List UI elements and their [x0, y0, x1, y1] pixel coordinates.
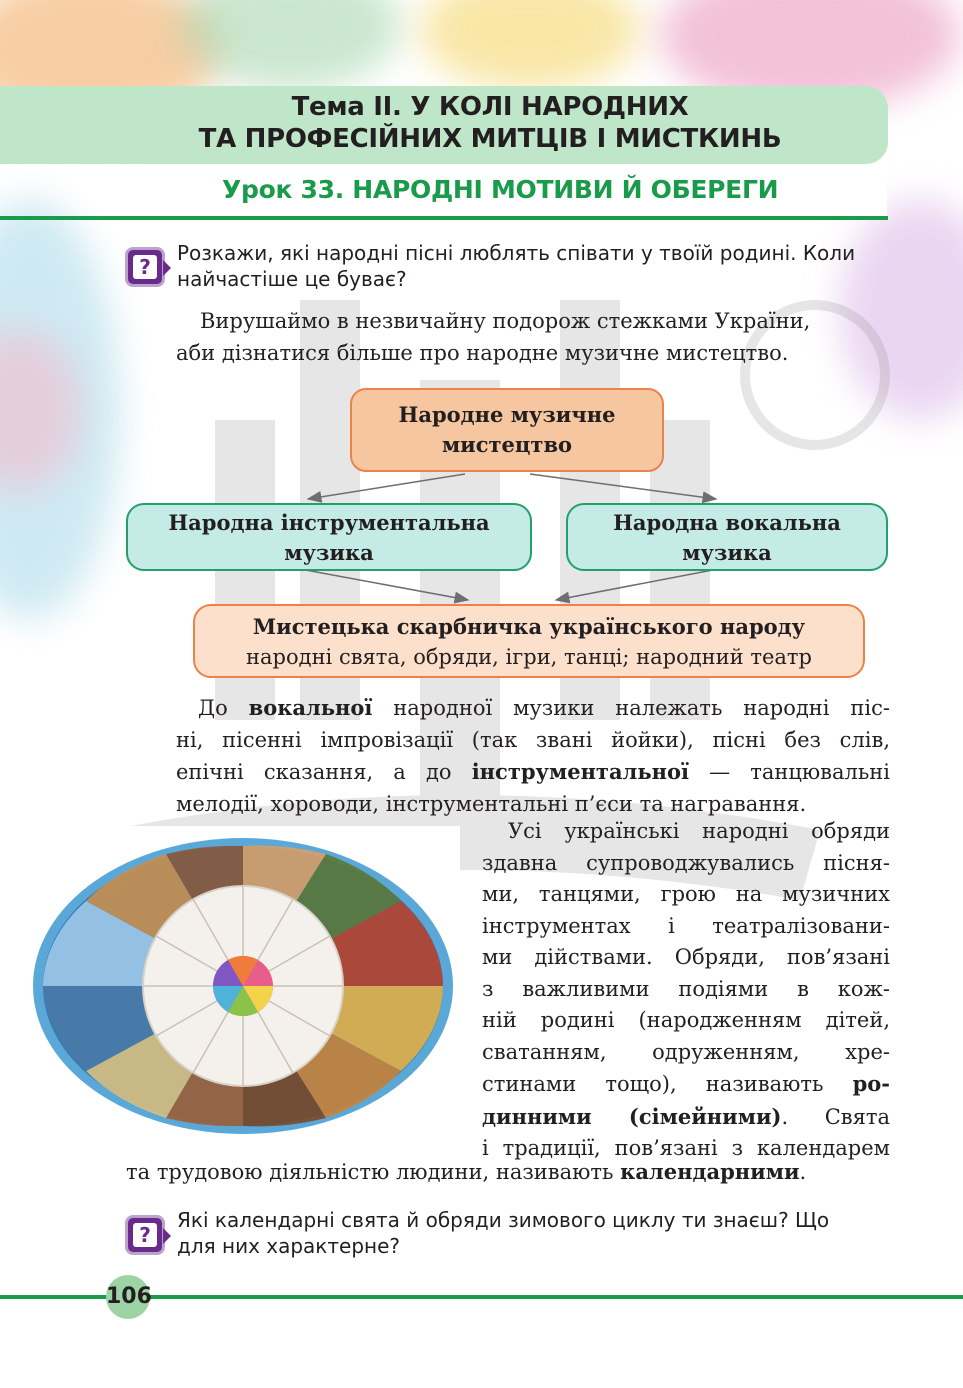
paragraph-vocal-instrumental	[176, 692, 890, 820]
page-number: 106	[106, 1275, 150, 1319]
node-label: музика	[284, 540, 374, 565]
arrow-left-to-bottom	[300, 569, 468, 600]
paragraph-line: динними (сімейними). Свята	[482, 1103, 890, 1129]
paragraph-line: ні, пісенні імпровізації (так звані йойки), пісні без слів,	[176, 727, 890, 752]
paragraph-line: До вокальної народної музики належать народні піс-	[198, 695, 890, 720]
diagram-node-top	[350, 388, 664, 472]
question-mark-icon: ?	[125, 1215, 165, 1255]
paragraph-line: ми дійствами. Обряди, пов’язані	[482, 945, 890, 969]
paragraph-line: ми, танцями, грою на музичних	[482, 882, 890, 906]
paragraph-line: з важливими подіями в кож-	[482, 976, 890, 1001]
diagram-node-left	[126, 503, 532, 571]
paragraph-line: аби дізнатися більше про народне музичне мистецтво.	[176, 340, 789, 365]
paragraph-line: здавна супроводжувались пісня-	[482, 850, 890, 875]
paragraph-rituals	[482, 816, 890, 1165]
paragraph-line: Усі українські народні обряди	[508, 819, 890, 843]
paragraph-line: ній родині (народженням дітей,	[482, 1008, 890, 1032]
paragraph-rituals-last-line	[126, 1156, 890, 1189]
topic-title-line2: ТА ПРОФЕСІЙНИХ МИТЦІВ І МИСТКИНЬ	[198, 124, 782, 154]
diagram-node-right	[566, 503, 888, 571]
question-mark-icon: ?	[125, 247, 165, 287]
node-label: Народна вокальна	[613, 510, 841, 535]
topic-title-line1: Тема ІІ. У КОЛІ НАРОДНИХ	[291, 92, 689, 122]
paragraph-line: та трудовою діяльністю людини, називають календарними.	[126, 1159, 807, 1184]
node-label: музика	[682, 540, 772, 565]
question-line: Розкажи, які народні пісні люблять співати у твоїй родині. Коли	[177, 241, 856, 265]
node-label: Мистецька скарбничка українського народу	[252, 614, 806, 639]
paragraph-line: інструментах і театралізовани-	[482, 913, 890, 938]
arrow-top-to-right	[530, 474, 716, 499]
paragraph-line: стинами тощо), називають ро-	[482, 1071, 890, 1096]
arrow-top-to-left	[308, 474, 465, 499]
node-sublabel: народні свята, обряди, ігри, танці; народний театр	[246, 645, 812, 669]
paragraph-line: Вирушаймо в незвичайну подорож стежками України,	[200, 309, 811, 333]
paragraph-line: епічні сказання, а до інструментальної — танцювальні	[176, 759, 890, 784]
arrow-right-to-bottom	[556, 569, 718, 600]
node-label: Народне музичне	[398, 402, 616, 427]
question-line: найчастіше це буває?	[177, 267, 407, 291]
node-label: Народна інструментальна	[168, 510, 490, 535]
node-label: мистецтво	[441, 432, 573, 457]
paragraph-line: мелодії, хороводи, інструментальні п’єси та награвання.	[176, 791, 807, 816]
question-text	[177, 1207, 892, 1259]
question-line: для них характерне?	[177, 1234, 401, 1258]
paragraph-line: сватанням, одруженням, хре-	[482, 1039, 890, 1064]
paragraph-line: і традиції, пов’язані з календарем	[482, 1136, 890, 1160]
lesson-title: Урок 33. НАРОДНІ МОТИВИ Й ОБЕРЕГИ	[222, 175, 779, 204]
diagram-node-bottom	[193, 604, 865, 678]
folk-calendar-wheel-image	[26, 826, 460, 1136]
question-line: Які календарні свята й обряди зимового циклу ти знаєш? Що	[177, 1208, 830, 1232]
